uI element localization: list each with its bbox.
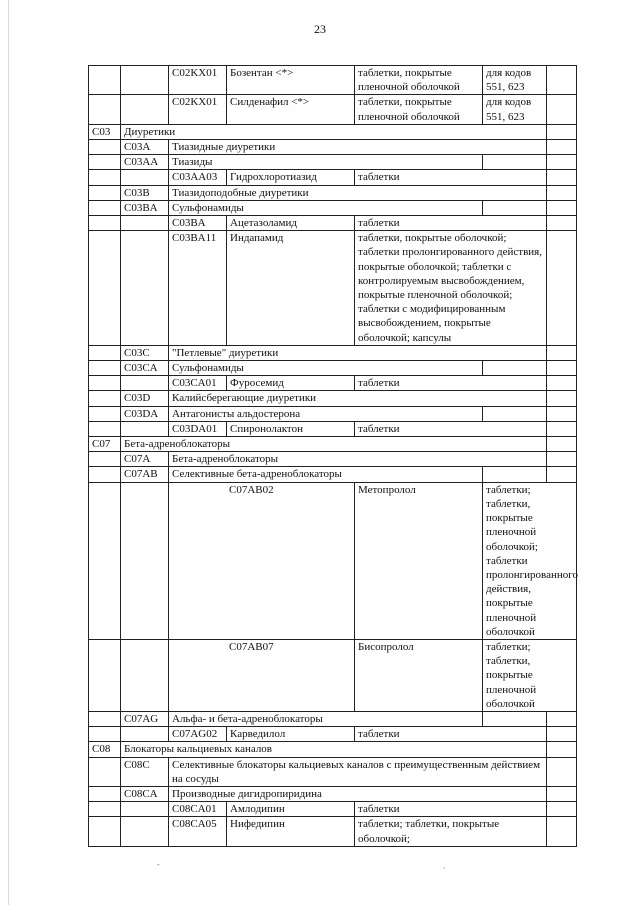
table-row <box>89 391 577 406</box>
empty-cell <box>547 124 577 139</box>
empty-cell <box>547 345 577 360</box>
drug-name-cell: Силденафил <*> <box>227 95 355 124</box>
table-row <box>89 786 577 801</box>
table-row <box>89 437 577 452</box>
table-row <box>89 742 577 757</box>
empty-cell <box>89 452 121 467</box>
empty-cell <box>89 802 121 817</box>
empty-cell <box>121 639 169 711</box>
empty-cell <box>547 170 577 185</box>
empty-cell <box>547 467 577 482</box>
dosage-form-cell: таблетки, покрытые пленочной оболочкой <box>355 66 483 95</box>
subgroup-name-cell: Селективные блокаторы кальциевых каналов с преимущественным действием на сосуды <box>169 757 547 786</box>
table-row <box>89 406 577 421</box>
empty-cell <box>547 757 577 786</box>
drug-code-cell: C07AB07 <box>169 639 355 711</box>
subgroup-name-cell: Тиазидоподобные диуретики <box>169 185 547 200</box>
table-row <box>89 757 577 786</box>
atc-code-cell: C08CA <box>121 786 169 801</box>
drug-code-cell: C08CA05 <box>169 817 227 846</box>
empty-cell <box>547 437 577 452</box>
empty-cell <box>89 757 121 786</box>
empty-cell <box>547 231 577 346</box>
group-name-cell: Бета-адреноблокаторы <box>121 437 547 452</box>
empty-cell <box>121 802 169 817</box>
table-row <box>89 170 577 185</box>
empty-cell <box>547 66 577 95</box>
empty-cell <box>547 727 577 742</box>
footer-mark: ˎ <box>443 860 446 869</box>
empty-cell <box>547 742 577 757</box>
empty-cell <box>121 231 169 346</box>
empty-cell <box>121 727 169 742</box>
table-row <box>89 376 577 391</box>
empty-cell <box>547 140 577 155</box>
empty-cell <box>89 185 121 200</box>
empty-cell <box>89 786 121 801</box>
dosage-form-cell: таблетки; таблетки, покрытые пленочной оболочкой; таблетки пролонгированного действия, покрытые пленочной оболочкой <box>483 482 577 639</box>
table-row <box>89 155 577 170</box>
table-row <box>89 200 577 215</box>
drug-name-cell: Карведилол <box>227 727 355 742</box>
empty-cell <box>547 802 577 817</box>
empty-cell <box>547 95 577 124</box>
table-row <box>89 216 577 231</box>
atc-code-cell: C03D <box>121 391 169 406</box>
table-row <box>89 124 577 139</box>
empty-cell <box>121 482 169 639</box>
empty-cell <box>89 170 121 185</box>
atc-code-cell: C03AA <box>121 155 169 170</box>
dosage-form-cell: таблетки <box>355 216 547 231</box>
subgroup-name-cell: "Петлевые" диуретики <box>169 345 547 360</box>
table-row <box>89 421 577 436</box>
empty-cell <box>547 786 577 801</box>
empty-cell <box>89 231 121 346</box>
table-row <box>89 467 577 482</box>
empty-cell <box>547 155 577 170</box>
subgroup-name-cell: Сульфонамиды <box>169 361 483 376</box>
subgroup-name-cell: Тиазидные диуретики <box>169 140 547 155</box>
empty-cell <box>89 345 121 360</box>
atc-code-cell: C07A <box>121 452 169 467</box>
empty-cell <box>89 361 121 376</box>
empty-cell <box>89 155 121 170</box>
atc-code-cell: C03DA <box>121 406 169 421</box>
dosage-form-cell: таблетки, покрытые оболочкой; таблетки пролонгированного действия, покрытые оболочкой; таблетки с контролируемым высвобождением, покрытые пленочной оболочкой; таблетки с модифицированным высвобождением, покрытые оболочкой; капсулы <box>355 231 547 346</box>
empty-cell <box>89 376 121 391</box>
empty-cell <box>483 467 547 482</box>
subgroup-name-cell: Тиазиды <box>169 155 483 170</box>
empty-cell <box>89 216 121 231</box>
dosage-form-cell: таблетки <box>355 727 547 742</box>
empty-cell <box>121 66 169 95</box>
table-row <box>89 482 577 639</box>
note-cell: для кодов 551, 623 <box>483 66 547 95</box>
scan-edge-line <box>8 0 9 905</box>
subgroup-name-cell: Альфа- и бета-адреноблокаторы <box>169 711 483 726</box>
drug-name-cell: Нифедипин <box>227 817 355 846</box>
subgroup-name-cell: Антагонисты альдостерона <box>169 406 483 421</box>
group-name-cell: Блокаторы кальциевых каналов <box>121 742 547 757</box>
empty-cell <box>89 639 121 711</box>
empty-cell <box>89 140 121 155</box>
drug-name-cell: Бозентан <*> <box>227 66 355 95</box>
subgroup-name-cell: Производные дигидропиридина <box>169 786 547 801</box>
subgroup-name-cell: Селективные бета-адреноблокаторы <box>169 467 483 482</box>
empty-cell <box>121 95 169 124</box>
empty-cell <box>547 361 577 376</box>
empty-cell <box>121 817 169 846</box>
empty-cell <box>547 452 577 467</box>
empty-cell <box>483 406 547 421</box>
atc-code-cell: C03B <box>121 185 169 200</box>
empty-cell <box>547 406 577 421</box>
atc-code-cell: C03CA <box>121 361 169 376</box>
empty-cell <box>89 406 121 421</box>
empty-cell <box>89 711 121 726</box>
atc-code-cell: C08C <box>121 757 169 786</box>
empty-cell <box>89 467 121 482</box>
empty-cell <box>89 482 121 639</box>
drug-classification-table <box>88 65 577 847</box>
table-row <box>89 185 577 200</box>
subgroup-name-cell: Бета-адреноблокаторы <box>169 452 547 467</box>
atc-code-cell: C08 <box>89 742 121 757</box>
empty-cell <box>547 185 577 200</box>
table-row <box>89 140 577 155</box>
empty-cell <box>121 216 169 231</box>
empty-cell <box>89 95 121 124</box>
empty-cell <box>121 170 169 185</box>
drug-code-cell: C03BA11 <box>169 231 227 346</box>
drug-code-cell: C03CA01 <box>169 376 227 391</box>
table-row <box>89 361 577 376</box>
drug-name-cell: Гидрохлоротиазид <box>227 170 355 185</box>
empty-cell <box>547 376 577 391</box>
atc-code-cell: C07 <box>89 437 121 452</box>
drug-code-cell: C02KX01 <box>169 66 227 95</box>
drug-name-cell: Индапамид <box>227 231 355 346</box>
empty-cell <box>89 421 121 436</box>
drug-code-cell: C02KX01 <box>169 95 227 124</box>
empty-cell <box>121 421 169 436</box>
drug-code-cell: C03DA01 <box>169 421 227 436</box>
table-row <box>89 231 577 346</box>
atc-code-cell: C03A <box>121 140 169 155</box>
atc-code-cell: C07AG <box>121 711 169 726</box>
drug-code-cell: C08CA01 <box>169 802 227 817</box>
footer-mark: - <box>157 860 160 869</box>
atc-code-cell: C03 <box>89 124 121 139</box>
drug-name-cell: Амлодипин <box>227 802 355 817</box>
drug-name-cell: Фуросемид <box>227 376 355 391</box>
dosage-form-cell: таблетки <box>355 802 547 817</box>
atc-code-cell: C07AB <box>121 467 169 482</box>
drug-code-cell: C03AA03 <box>169 170 227 185</box>
drug-name-cell: Метопролол <box>355 482 483 639</box>
table-row <box>89 802 577 817</box>
empty-cell <box>547 421 577 436</box>
table-row <box>89 727 577 742</box>
page-number: 23 <box>314 22 326 36</box>
note-cell: для кодов 551, 623 <box>483 95 547 124</box>
empty-cell <box>89 200 121 215</box>
empty-cell <box>89 817 121 846</box>
empty-cell <box>89 66 121 95</box>
drug-name-cell: Бисопролол <box>355 639 483 711</box>
table-row <box>89 639 577 711</box>
subgroup-name-cell: Сульфонамиды <box>169 200 483 215</box>
drug-code-cell: C03BA <box>169 216 227 231</box>
dosage-form-cell: таблетки, покрытые пленочной оболочкой <box>355 95 483 124</box>
subgroup-name-cell: Калийсберегающие диуретики <box>169 391 547 406</box>
table-row <box>89 66 577 95</box>
empty-cell <box>121 376 169 391</box>
dosage-form-cell: таблетки <box>355 421 547 436</box>
empty-cell <box>89 727 121 742</box>
dosage-form-cell: таблетки <box>355 376 547 391</box>
table-row <box>89 95 577 124</box>
empty-cell <box>547 200 577 215</box>
empty-cell <box>483 155 547 170</box>
empty-cell <box>483 711 547 726</box>
dosage-form-cell: таблетки <box>355 170 547 185</box>
dosage-form-cell: таблетки; таблетки, покрытые пленочной оболочкой <box>483 639 577 711</box>
drug-name-cell: Спиронолактон <box>227 421 355 436</box>
group-name-cell: Диуретики <box>121 124 547 139</box>
drug-name-cell: Ацетазоламид <box>227 216 355 231</box>
empty-cell <box>89 391 121 406</box>
atc-code-cell: C03BA <box>121 200 169 215</box>
table-row <box>89 452 577 467</box>
empty-cell <box>547 391 577 406</box>
empty-cell <box>547 817 577 846</box>
empty-cell <box>483 361 547 376</box>
empty-cell <box>483 200 547 215</box>
table-row <box>89 345 577 360</box>
table-row <box>89 711 577 726</box>
empty-cell <box>547 711 577 726</box>
dosage-form-cell: таблетки; таблетки, покрытые оболочкой; <box>355 817 547 846</box>
empty-cell <box>547 216 577 231</box>
table-row <box>89 817 577 846</box>
atc-code-cell: C03C <box>121 345 169 360</box>
drug-code-cell: C07AG02 <box>169 727 227 742</box>
drug-code-cell: C07AB02 <box>169 482 355 639</box>
